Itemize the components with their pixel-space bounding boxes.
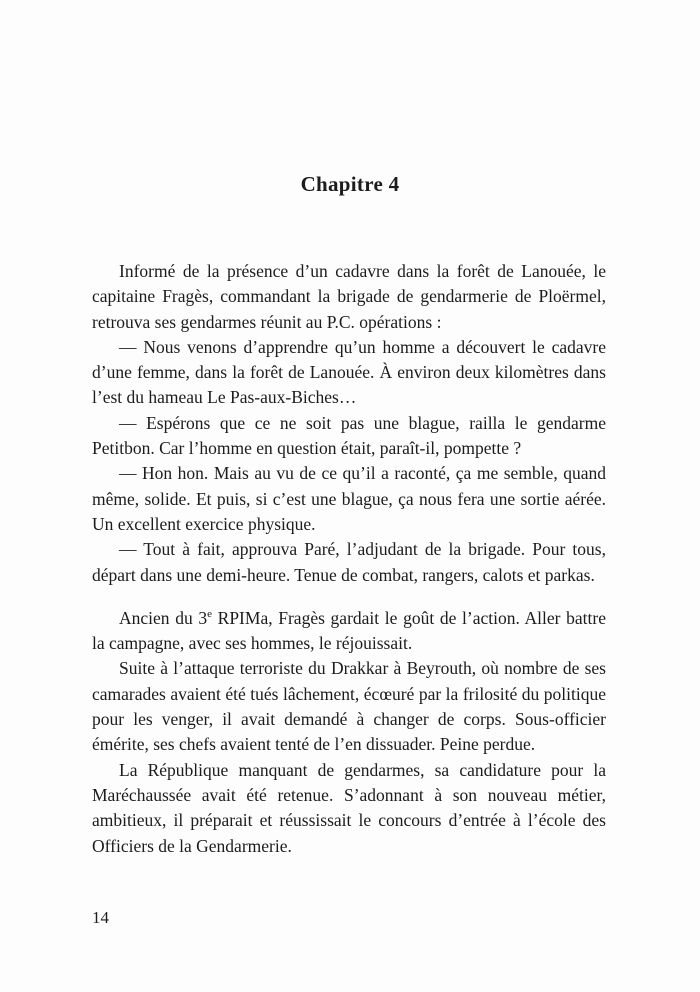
paragraph-dialogue-esperons: — Espérons que ce ne soit pas une blague, railla le gendarme Petitbon. Car l’homme en question était, paraît-il, pompette ? — [92, 412, 606, 459]
paragraph-informed: Informé de la présence d’un cadavre dans la forêt de Lanouée, le capitaine Fragès, commandant la brigade de gendarmerie de Ploërmel, retrouva ses gendarmes réunit au P.C. opérations : — [92, 261, 606, 332]
paragraph-ancien-rpima-pre: Ancien du 3 — [119, 607, 208, 628]
paragraph-republique: La République manquant de gendarmes, sa candidature pour la Maréchaussée avait été retenue. S’adonnant à son nouveau métier, ambitieux, il préparait et réussissait le concours d’entrée à l’école des Officiers de la Gendarmerie. — [92, 759, 606, 856]
body-text — [92, 259, 606, 859]
ordinal-superscript: e — [207, 608, 212, 621]
paragraph-dialogue-tout-a-fait: — Tout à fait, approuva Paré, l’adjudant de la brigade. Pour tous, départ dans une demi-heure. Tenue de combat, rangers, calots et parkas. — [92, 539, 606, 585]
paragraph-drakkar: Suite à l’attaque terroriste du Drakkar à Beyrouth, où nombre de ses camarades avaient été tués lâchement, écœuré par la frilosité du politique pour les venger, il avait demandé à changer de corps. Sous-officier émérite, ses chefs avaient tenté de l’en dissuader. Peine perdue. — [92, 658, 606, 755]
paragraph-dialogue-nous-venons: — Nous venons d’apprendre qu’un homme a découvert le cadavre d’une femme, dans la forêt de Lanouée. À environ deux kilomètres dans l’est du hameau Le Pas-aux-Biches… — [92, 336, 606, 408]
page-number: 14 — [92, 908, 109, 927]
chapter-title: Chapitre 4 — [300, 172, 400, 196]
paragraph-dialogue-hon-hon: — Hon hon. Mais au vu de ce qu’il a raconté, ça me semble, quand même, solide. Et puis, si c’est une blague, ça nous fera une sortie aérée. Un excellent exercice physique. — [92, 463, 606, 534]
paragraph-ancien-rpima — [92, 606, 606, 657]
paragraph-ancien-rpima-post: RPIMa, Fragès gardait le goût de l’action. Aller battre la campagne, avec ses hommes, le réjouissait. — [92, 607, 606, 654]
